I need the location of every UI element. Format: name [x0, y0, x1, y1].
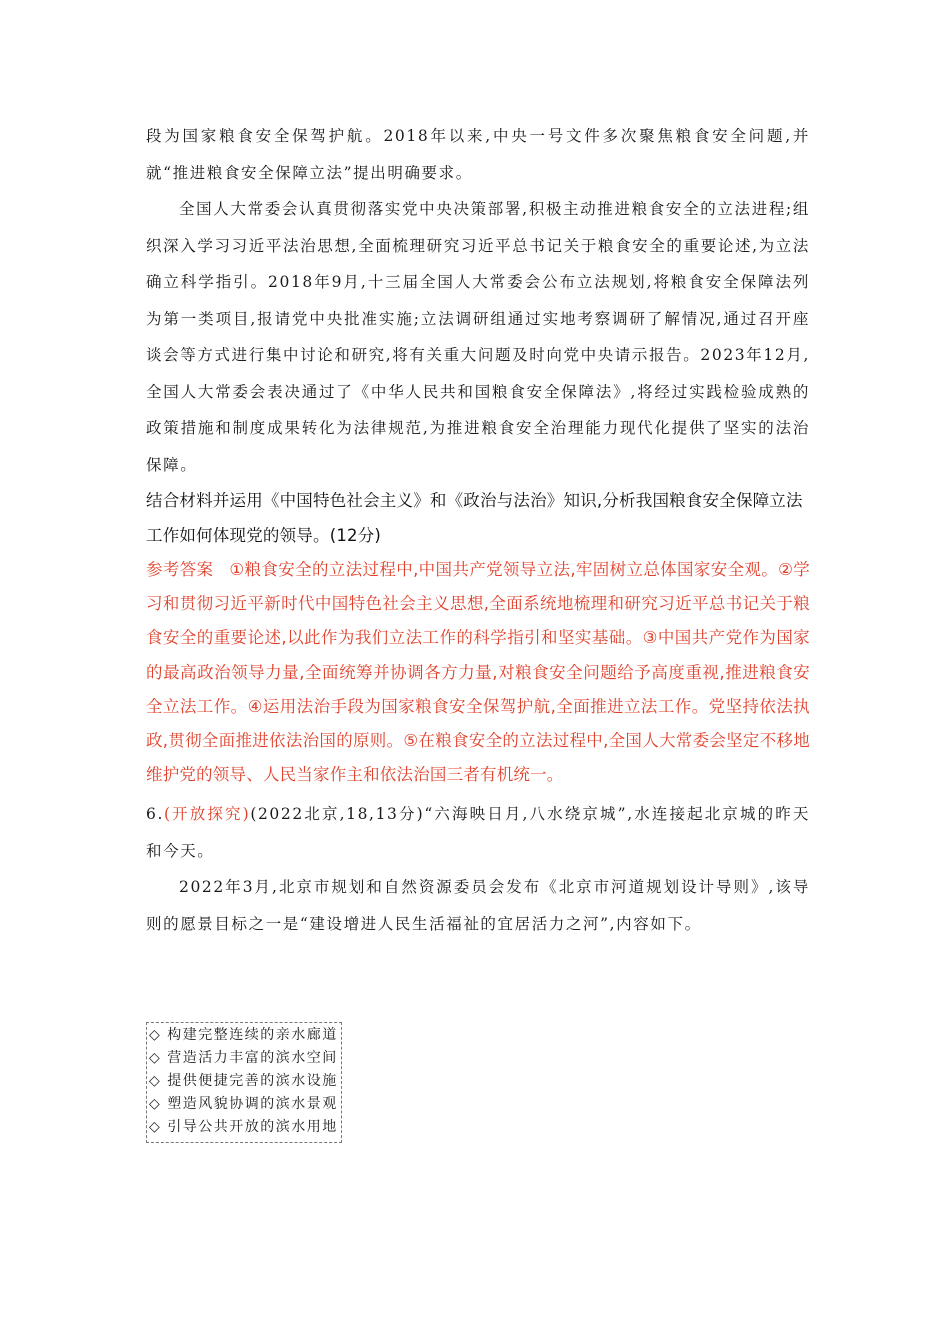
- diamond-icon: ◇: [149, 1119, 162, 1135]
- q6-text: “六海映日月,八水绕京城”,水连接起北京城的昨天和今天。: [146, 805, 810, 860]
- question-text: 结合材料并运用《中国特色社会主义》和《政治与法治》知识,分析我国粮食安全保障立法工作如何体现党的领导。(12分): [146, 491, 803, 545]
- material-paragraph-2: 全国人大常委会认真贯彻落实党中央决策部署,积极主动推进粮食安全的立法进程;组织深入学习习近平法治思想,全面梳理研究习近平总书记关于粮食安全的重要论述,为立法确立科学指引。2018年9月,十三届全国人大常委会公布立法规划,将粮食安全保障法列为第一类项目,报请党中央批准实施;立法调研组通过实地考察调研了解情况,通过召开座谈会等方式进行集中讨论和研究,将有关重大问题及时向党中央请示报告。2023年12月,全国人大常委会表决通过了《中华人民共和国粮食安全保障法》,将经过实践检验成熟的政策措施和制度成果转化为法律规范,为推进粮食安全治理能力现代化提供了坚实的法治保障。: [146, 200, 810, 474]
- diamond-icon: ◇: [149, 1073, 162, 1089]
- reference-answer: [146, 553, 810, 792]
- diamond-icon: ◇: [149, 1027, 162, 1043]
- list-item: [149, 1070, 338, 1093]
- guideline-box: [146, 1022, 342, 1143]
- q6-number: 6.: [146, 805, 164, 824]
- list-item-text: 引导公共开放的滨水用地: [167, 1119, 338, 1135]
- diamond-icon: ◇: [149, 1096, 162, 1112]
- diamond-icon: ◇: [149, 1050, 162, 1066]
- list-item: [149, 1093, 338, 1116]
- list-item: [149, 1047, 338, 1070]
- material-paragraph-1: 段为国家粮食安全保驾护航。2018年以来,中央一号文件多次聚焦粮食安全问题,并就“推进粮食安全保障立法”提出明确要求。: [146, 127, 810, 182]
- answer-label: 参考答案: [146, 560, 214, 579]
- answer-text: ①粮食安全的立法过程中,中国共产党领导立法,牢固树立总体国家安全观。②学习和贯彻习近平新时代中国特色社会主义思想,全面系统地梳理和研究习近平总书记关于粮食安全的重要论述,以此作为我们立法工作的科学指引和坚实基础。③中国共产党作为国家的最高政治领导力量,全面统筹并协调各方力量,对粮食安全问题给予高度重视,推进粮食安全立法工作。④运用法治手段为国家粮食安全保驾护航,全面推进立法工作。党坚持依法执政,贯彻全面推进依法治国的原则。⑤在粮食安全的立法过程中,全国人大常委会坚定不移地维护党的领导、人民当家作主和依法治国三者有机统一。: [146, 560, 810, 785]
- list-item-text: 提供便捷完善的滨水设施: [167, 1073, 338, 1089]
- list-item: [149, 1116, 338, 1139]
- list-item-text: 构建完整连续的亲水廊道: [167, 1027, 338, 1043]
- q6-tag: (开放探究): [164, 805, 251, 824]
- material-paragraph-3: 2022年3月,北京市规划和自然资源委员会发布《北京市河道规划设计导则》,该导则的愿景目标之一是“建设增进人民生活福祉的宜居活力之河”,内容如下。: [146, 878, 810, 933]
- list-item: [149, 1024, 338, 1047]
- document-body: [146, 118, 810, 942]
- q6-source: (2022北京,18,13分): [250, 805, 425, 824]
- list-item-text: 营造活力丰富的滨水空间: [167, 1050, 338, 1066]
- list-item-text: 塑造风貌协调的滨水景观: [167, 1096, 338, 1112]
- question-6: [146, 796, 810, 869]
